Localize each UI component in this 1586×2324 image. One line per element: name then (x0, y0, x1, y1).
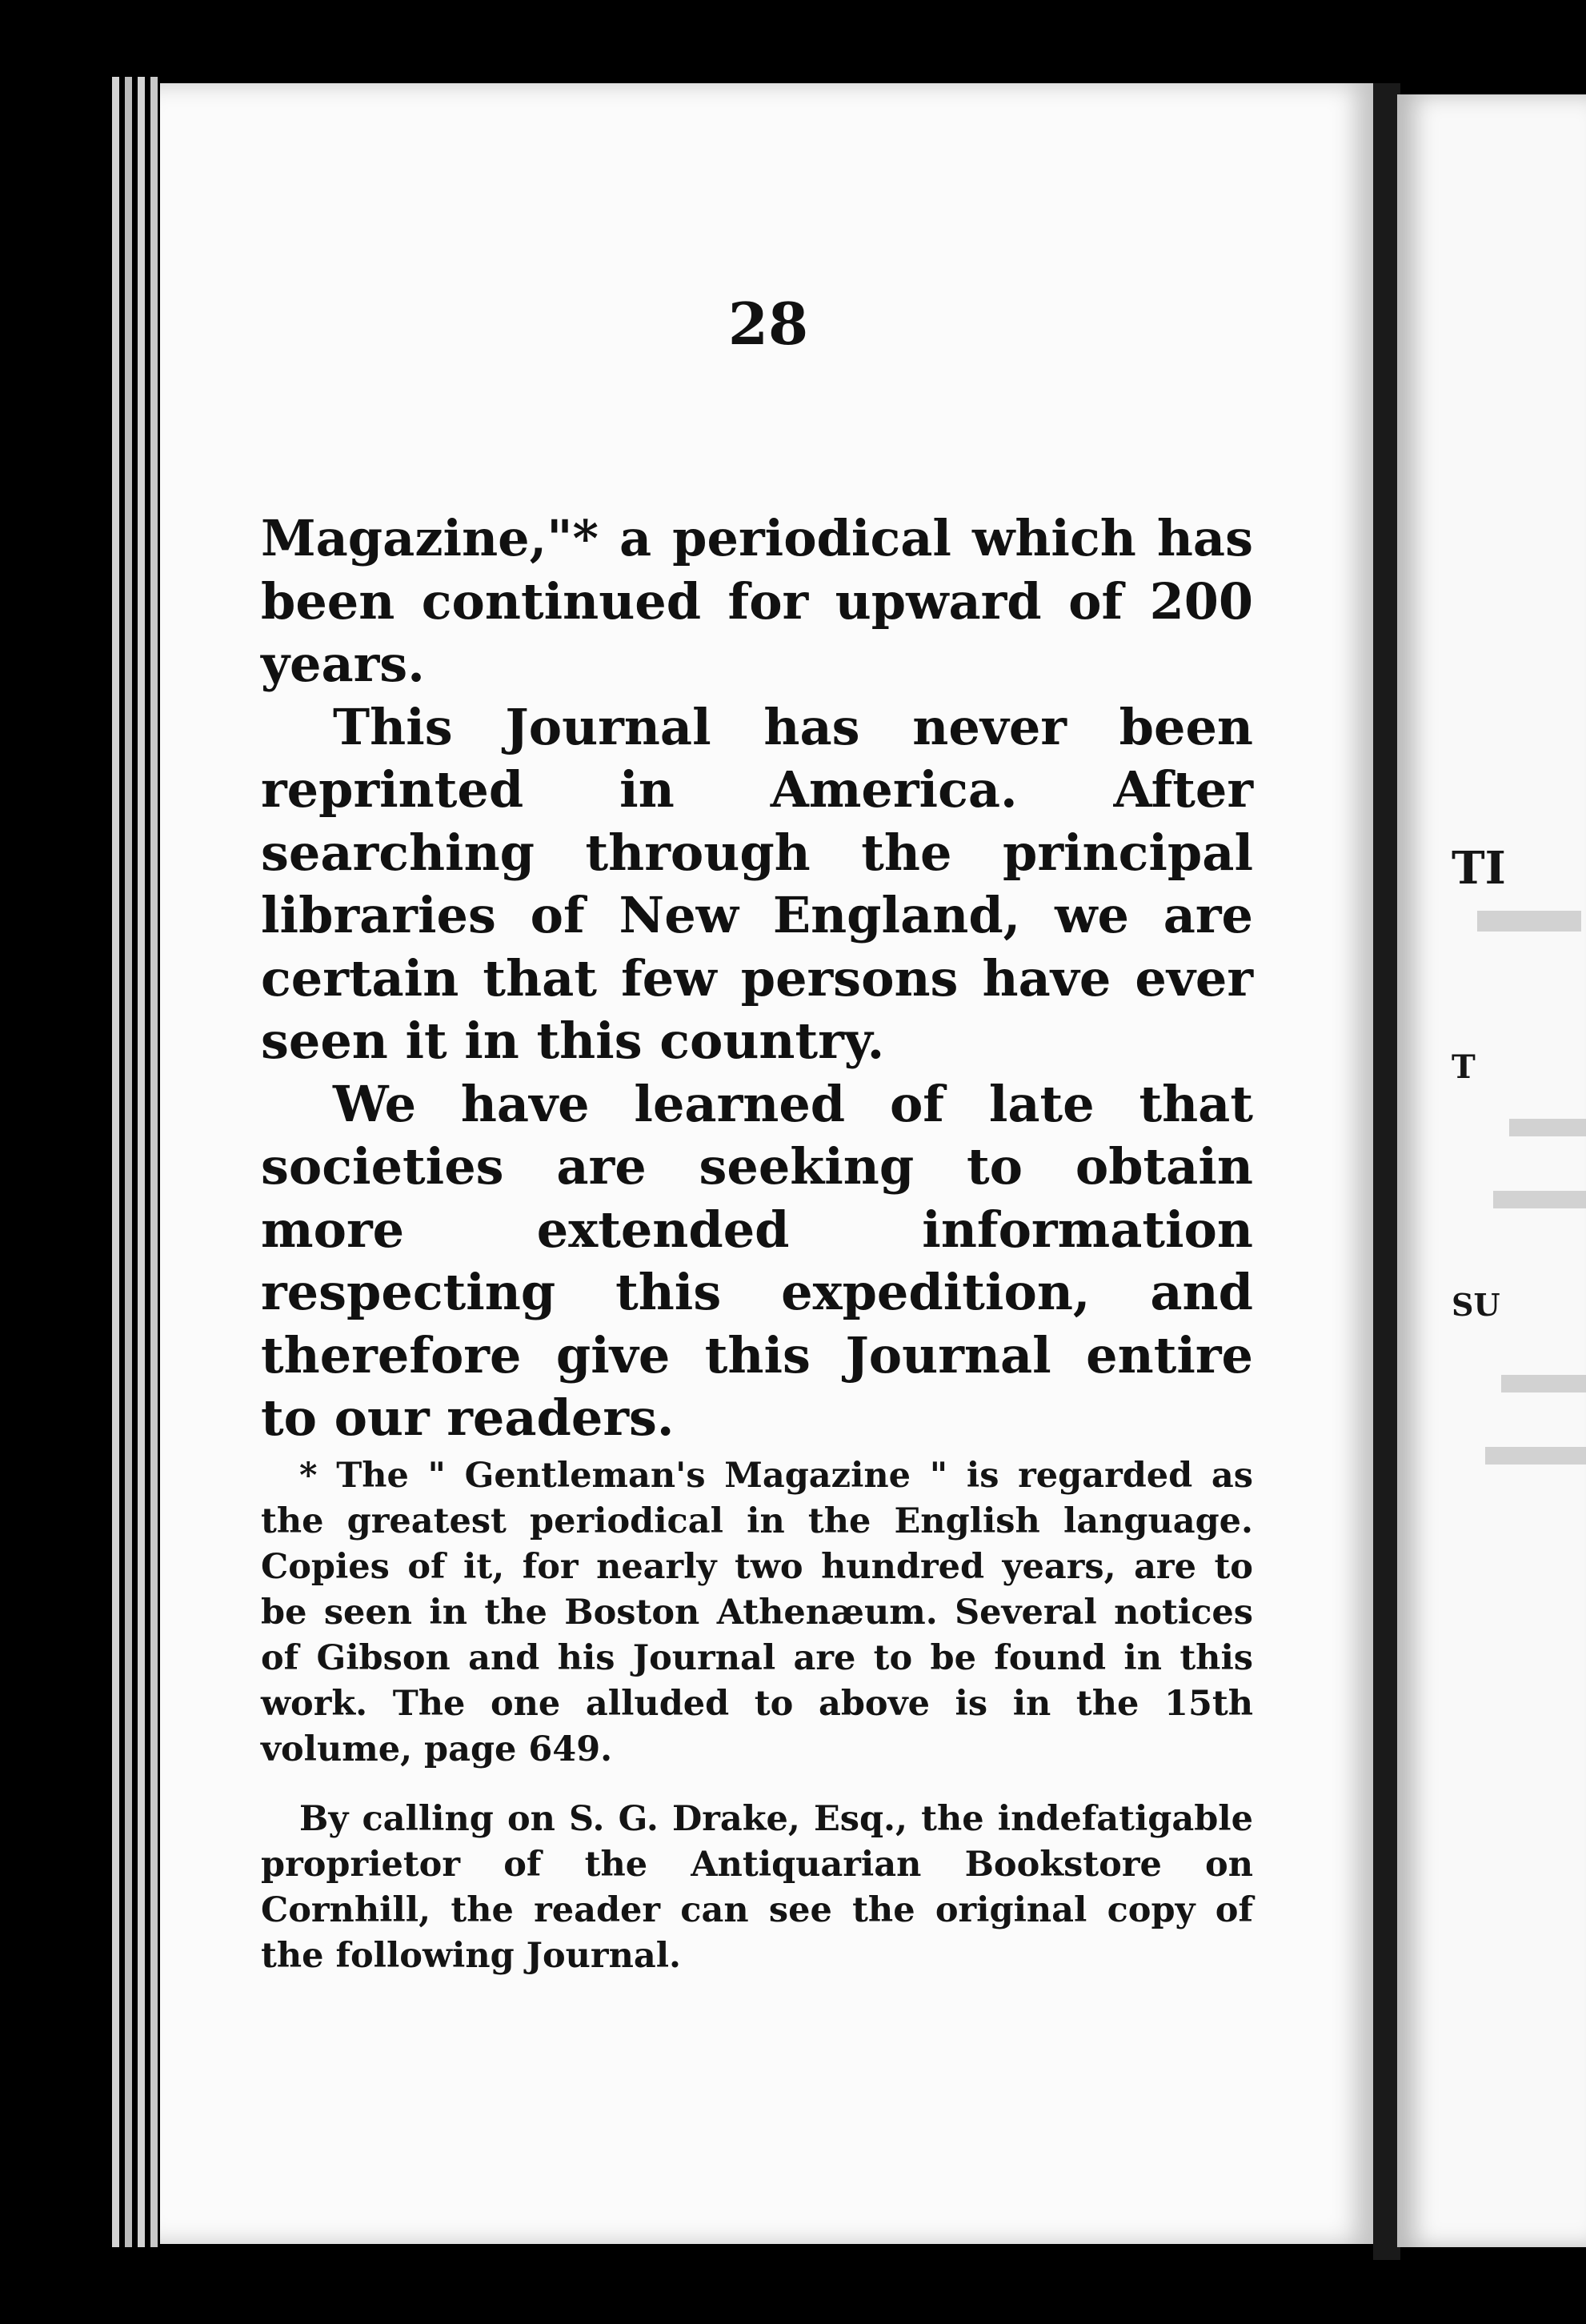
body-paragraph: We have learned of late that societies are seeking to obtain more extended information respecting this expedition, and therefore give this Journal entire to our readers. (261, 1074, 1253, 1447)
body-paragraph: This Journal has never been reprinted in America. After searching through the principal libraries of New England, we are certain that few persons have ever seen it in this country. (261, 697, 1253, 1070)
right-page (1397, 94, 1586, 2247)
page-stack-edge (138, 77, 145, 2247)
footnote-gentlemans-magazine: * The " Gentleman's Magazine " is regarded as the greatest periodical in the English language. Copies of it, for nearly two hundred years, are to be seen in the Boston Athenæum. Several notices of Gibson and his Journal are to be found in this work. The one alluded to above is in the 15th volume, page 649. (261, 1456, 1253, 1769)
page-stack-edge (125, 77, 132, 2247)
body-paragraph: Magazine,"* a periodical which has been continued for upward of 200 years. (261, 509, 1253, 693)
page-stack-edge (150, 77, 158, 2247)
page-number: 28 (727, 290, 809, 358)
right-page-fragment: T (1452, 1048, 1476, 1086)
right-page-fragment: SU (1452, 1287, 1500, 1323)
body-text (261, 507, 1253, 1450)
page-stack-edge (112, 77, 119, 2247)
right-page-fragment: TI (1452, 842, 1506, 895)
book-gutter (1373, 83, 1400, 2260)
left-page (160, 83, 1376, 2244)
footnote-drake: By calling on S. G. Drake, Esq., the indefatigable proprietor of the Antiquarian Bookstore on Cornhill, the reader can see the original copy of the following Journal. (261, 1799, 1253, 1976)
footnote-block (261, 1453, 1253, 1979)
